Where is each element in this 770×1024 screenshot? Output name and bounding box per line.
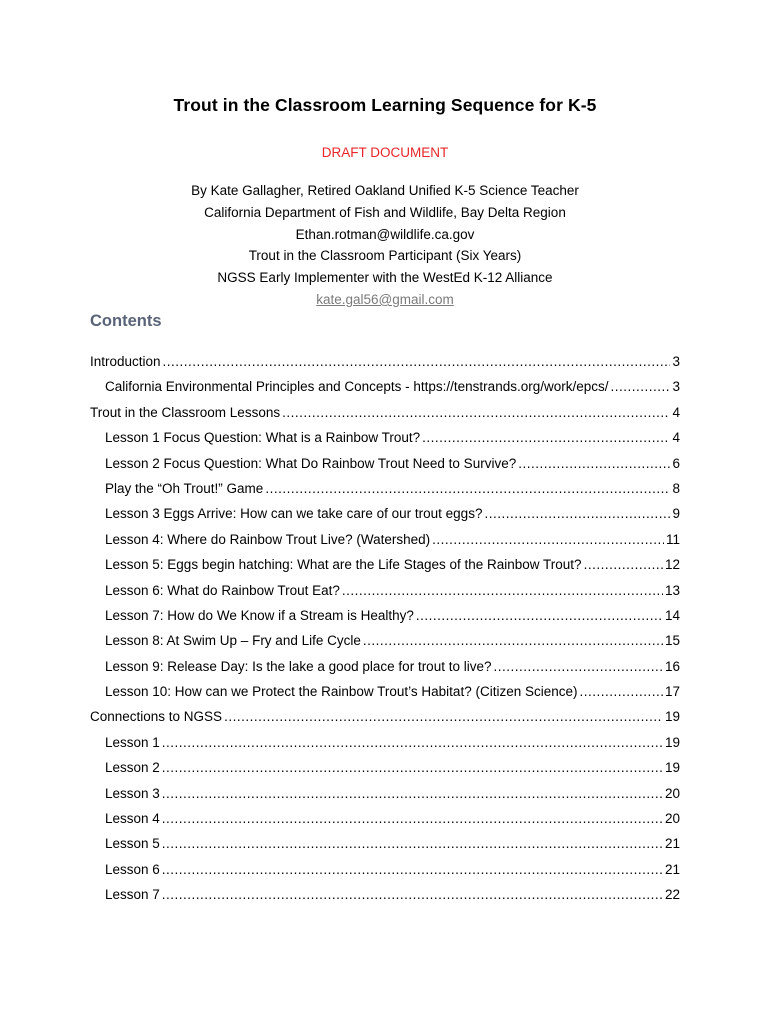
toc-entry-title: Lesson 1 Focus Question: What is a Rainbow Trout? bbox=[105, 430, 421, 446]
toc-page-number: 6 bbox=[672, 455, 680, 471]
toc-page-number: 15 bbox=[664, 633, 680, 649]
toc-leader-dots bbox=[584, 557, 663, 572]
toc-entry-title: Lesson 4 bbox=[105, 811, 160, 827]
toc-page-number: 22 bbox=[664, 887, 680, 903]
byline-ngss: NGSS Early Implementer with the WestEd K-12 Alliance bbox=[217, 270, 553, 286]
toc-entry[interactable] bbox=[90, 583, 680, 608]
toc-leader-dots bbox=[484, 506, 670, 521]
author-byline bbox=[0, 180, 770, 311]
toc-leader-dots bbox=[224, 709, 663, 724]
toc-page-number: 14 bbox=[664, 607, 680, 623]
toc-leader-dots bbox=[162, 760, 663, 775]
toc-leader-dots bbox=[162, 811, 663, 826]
toc-entry[interactable] bbox=[90, 430, 680, 455]
toc-entry[interactable] bbox=[90, 786, 680, 811]
toc-entry[interactable] bbox=[90, 456, 680, 481]
toc-page-number: 9 bbox=[672, 506, 680, 522]
table-of-contents bbox=[90, 354, 680, 913]
toc-leader-dots bbox=[162, 887, 663, 902]
toc-page-number: 16 bbox=[664, 658, 680, 674]
toc-leader-dots bbox=[265, 481, 670, 496]
toc-entry-title: Lesson 8: At Swim Up – Fry and Life Cycle bbox=[105, 633, 361, 649]
toc-entry[interactable] bbox=[90, 811, 680, 836]
toc-leader-dots bbox=[162, 862, 663, 877]
toc-entry-title: Lesson 3 Eggs Arrive: How can we take care of our trout eggs? bbox=[105, 506, 483, 522]
toc-leader-dots bbox=[580, 684, 663, 699]
toc-entry[interactable] bbox=[90, 481, 680, 506]
toc-page-number: 21 bbox=[664, 861, 680, 877]
toc-entry-title: Lesson 2 Focus Question: What Do Rainbow Trout Need to Survive? bbox=[105, 455, 517, 471]
toc-page-number: 11 bbox=[665, 531, 680, 547]
toc-entry[interactable] bbox=[90, 506, 680, 531]
toc-entry[interactable] bbox=[90, 760, 680, 785]
toc-entry-title: Lesson 9: Release Day: Is the lake a good place for trout to live? bbox=[105, 658, 492, 674]
toc-entry[interactable] bbox=[90, 557, 680, 582]
toc-page-number: 21 bbox=[664, 836, 680, 852]
toc-entry[interactable] bbox=[90, 684, 680, 709]
toc-leader-dots bbox=[422, 430, 670, 445]
toc-entry[interactable] bbox=[90, 887, 680, 912]
toc-entry[interactable] bbox=[90, 633, 680, 658]
toc-entry[interactable] bbox=[90, 735, 680, 760]
toc-entry-title: Connections to NGSS bbox=[90, 709, 223, 725]
toc-page-number: 4 bbox=[672, 430, 680, 446]
toc-leader-dots bbox=[611, 379, 671, 394]
toc-entry[interactable] bbox=[90, 862, 680, 887]
toc-entry[interactable] bbox=[90, 836, 680, 861]
toc-entry[interactable] bbox=[90, 659, 680, 684]
toc-entry-title: Lesson 10: How can we Protect the Rainbow Trout’s Habitat? (Citizen Science) bbox=[105, 684, 578, 700]
toc-entry[interactable] bbox=[90, 532, 680, 557]
toc-page-number: 8 bbox=[672, 480, 680, 496]
contact-email-link[interactable]: kate.gal56@gmail.com bbox=[316, 291, 454, 307]
toc-leader-dots bbox=[162, 786, 663, 801]
byline-participant: Trout in the Classroom Participant (Six Years) bbox=[248, 248, 522, 264]
toc-entry-title: Lesson 5: Eggs begin hatching: What are the Life Stages of the Rainbow Trout? bbox=[105, 557, 582, 573]
toc-entry-title: Trout in the Classroom Lessons bbox=[90, 404, 281, 420]
byline-author: By Kate Gallagher, Retired Oakland Unified K-5 Science Teacher bbox=[191, 183, 579, 198]
toc-entry-title: Lesson 5 bbox=[105, 836, 160, 852]
contents-heading: Contents bbox=[90, 312, 162, 330]
toc-entry[interactable] bbox=[90, 379, 680, 404]
toc-entry-title: California Environmental Principles and Concepts - https://tenstrands.org/work/epcs/ bbox=[105, 379, 609, 395]
draft-label: DRAFT DOCUMENT bbox=[321, 145, 449, 160]
toc-entry-title: Lesson 7: How do We Know if a Stream is Healthy? bbox=[105, 607, 414, 623]
toc-entry[interactable] bbox=[90, 608, 680, 633]
toc-page-number: 12 bbox=[664, 557, 680, 573]
toc-entry-title: Lesson 4: Where do Rainbow Trout Live? (Watershed) bbox=[105, 531, 431, 547]
toc-page-number: 19 bbox=[664, 760, 680, 776]
toc-leader-dots bbox=[162, 735, 663, 750]
byline-org-email: Ethan.rotman@wildlife.ca.gov bbox=[295, 226, 475, 242]
toc-entry[interactable] bbox=[90, 709, 680, 734]
toc-entry[interactable] bbox=[90, 354, 680, 379]
toc-entry[interactable] bbox=[90, 405, 680, 430]
document-title: Trout in the Classroom Learning Sequence for K-5 bbox=[173, 95, 597, 115]
toc-leader-dots bbox=[282, 405, 670, 420]
toc-entry-title: Lesson 3 bbox=[105, 785, 160, 801]
toc-leader-dots bbox=[163, 354, 671, 369]
toc-leader-dots bbox=[493, 659, 662, 674]
toc-leader-dots bbox=[432, 532, 664, 547]
toc-leader-dots bbox=[518, 456, 670, 471]
toc-page-number: 3 bbox=[672, 379, 680, 395]
toc-entry-title: Lesson 1 bbox=[105, 734, 160, 750]
toc-page-number: 19 bbox=[664, 734, 680, 750]
toc-page-number: 13 bbox=[664, 582, 680, 598]
toc-leader-dots bbox=[416, 608, 663, 623]
toc-entry-title: Lesson 6: What do Rainbow Trout Eat? bbox=[105, 582, 340, 598]
toc-page-number: 3 bbox=[672, 354, 680, 369]
toc-entry-title: Lesson 2 bbox=[105, 760, 160, 776]
toc-page-number: 20 bbox=[664, 811, 680, 827]
toc-leader-dots bbox=[162, 836, 663, 851]
toc-page-number: 20 bbox=[664, 785, 680, 801]
toc-entry-title: Lesson 6 bbox=[105, 861, 160, 877]
toc-page-number: 4 bbox=[672, 404, 680, 420]
toc-page-number: 19 bbox=[664, 709, 680, 725]
toc-leader-dots bbox=[363, 633, 663, 648]
toc-entry-title: Play the “Oh Trout!” Game bbox=[105, 480, 264, 496]
toc-leader-dots bbox=[342, 583, 663, 598]
toc-entry-title: Lesson 7 bbox=[105, 887, 160, 903]
toc-page-number: 17 bbox=[664, 684, 680, 700]
byline-organization: California Department of Fish and Wildlife, Bay Delta Region bbox=[204, 204, 566, 220]
toc-entry-title: Introduction bbox=[90, 354, 161, 369]
